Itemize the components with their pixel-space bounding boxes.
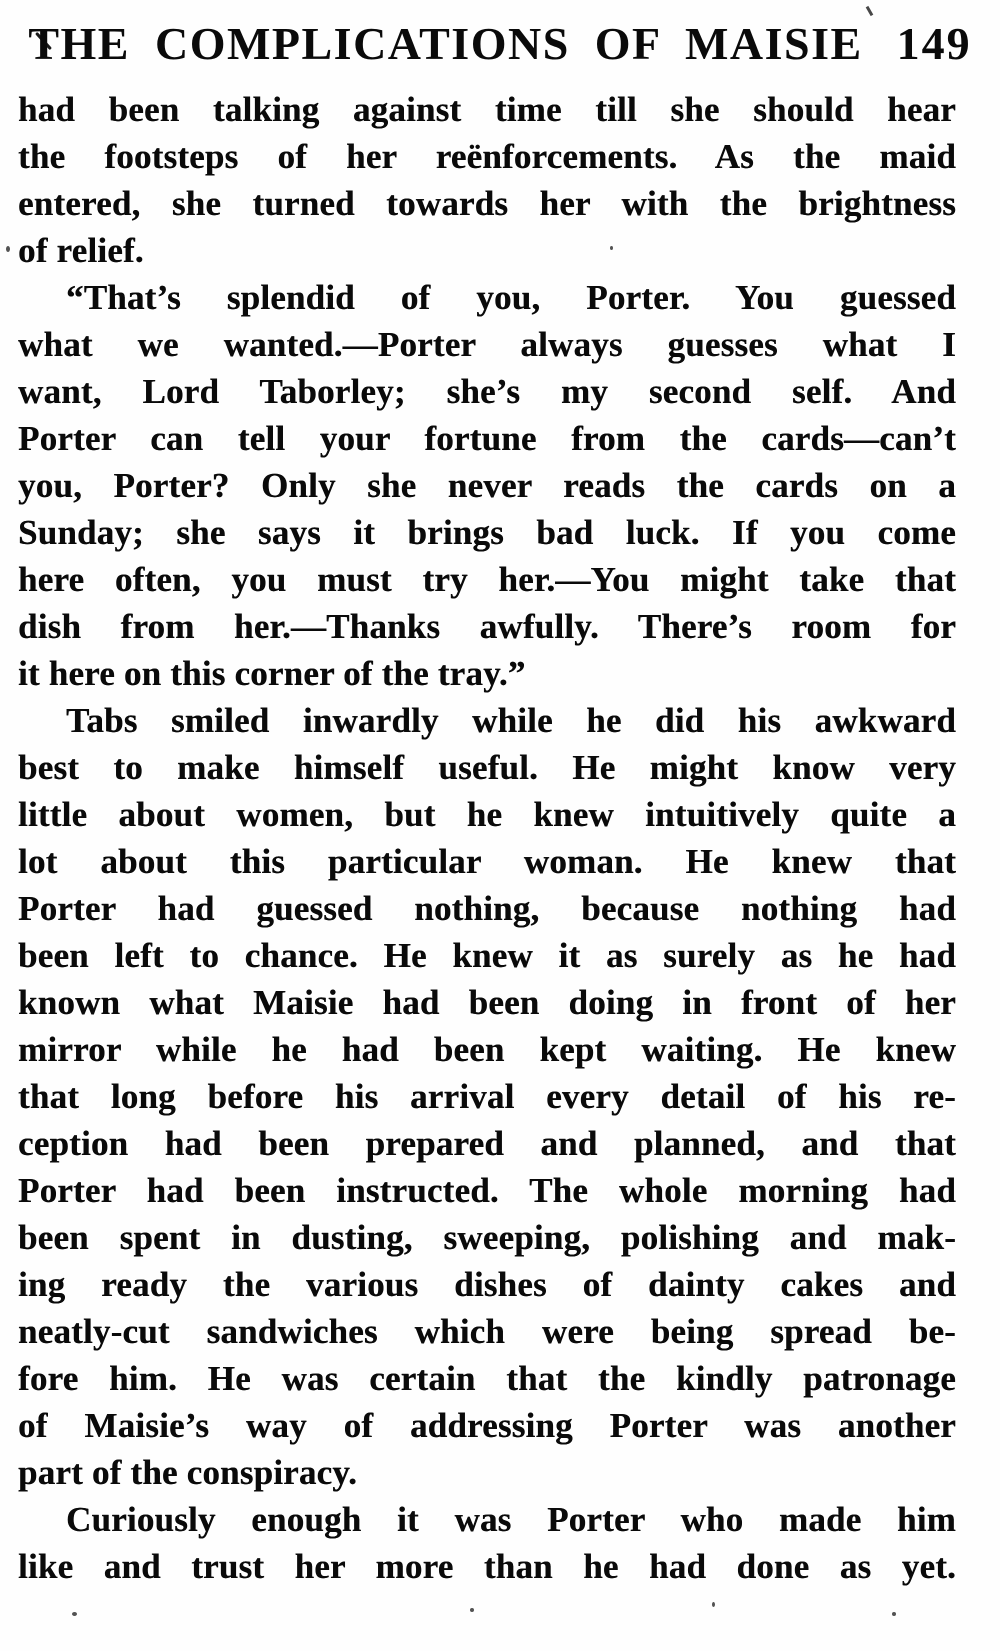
- text-line: it here on this corner of the tray.”: [18, 654, 526, 693]
- text-line: want, Lord Taborley; she’s my second self. And: [18, 372, 956, 411]
- text-line: Tabs smiled inwardly while he did his awkward: [66, 701, 956, 740]
- paragraph: [18, 1496, 956, 1590]
- text-line: ception had been prepared and planned, and that: [18, 1124, 956, 1163]
- text-line: known what Maisie had been doing in front of her: [18, 983, 956, 1022]
- text-line: like and trust her more than he had done as yet.: [18, 1547, 956, 1586]
- text-line: “That’s splendid of you, Porter. You guessed: [66, 278, 956, 317]
- paragraph: [18, 697, 956, 1496]
- text-line: Porter had been instructed. The whole morning had: [18, 1171, 956, 1210]
- text-line: best to make himself useful. He might know very: [18, 748, 956, 787]
- page-text: [18, 86, 956, 1590]
- text-line: mirror while he had been kept waiting. He knew: [18, 1030, 956, 1069]
- text-line: Curiously enough it was Porter who made him: [66, 1500, 956, 1539]
- text-line: lot about this particular woman. He knew that: [18, 842, 956, 881]
- paragraph: [18, 86, 956, 274]
- text-line: you, Porter? Only she never reads the cards on a: [18, 466, 956, 505]
- text-line: Sunday; she says it brings bad luck. If you come: [18, 513, 956, 552]
- page-number: 149: [896, 18, 972, 69]
- text-line: part of the conspiracy.: [18, 1453, 358, 1492]
- scan-speck: [712, 1602, 715, 1607]
- text-line: had been talking against time till she should hear: [18, 90, 956, 129]
- text-line: of Maisie’s way of addressing Porter was another: [18, 1406, 956, 1445]
- text-line: that long before his arrival every detail of his re-: [18, 1077, 956, 1116]
- scan-speck: [892, 1612, 896, 1616]
- text-line: been left to chance. He knew it as surely as he had: [18, 936, 956, 975]
- scan-speck: [6, 246, 10, 252]
- text-line: neatly-cut sandwiches which were being spread be-: [18, 1312, 956, 1351]
- text-line: of relief.: [18, 231, 144, 270]
- text-line: the footsteps of her reënforcements. As the maid: [18, 137, 956, 176]
- scan-speck: [470, 1608, 474, 1612]
- text-line: Porter had guessed nothing, because nothing had: [18, 889, 956, 928]
- text-line: little about women, but he knew intuitively quite a: [18, 795, 956, 834]
- text-line: Porter can tell your fortune from the cards—can’t: [18, 419, 956, 458]
- scan-artifact-tick: [866, 6, 874, 16]
- running-title: THE COMPLICATIONS OF MAISIE: [28, 18, 863, 69]
- running-header: [0, 16, 1000, 72]
- paragraph: [18, 274, 956, 697]
- text-line: been spent in dusting, sweeping, polishing and mak-: [18, 1218, 956, 1257]
- text-line: here often, you must try her.—You might take that: [18, 560, 956, 599]
- text-line: entered, she turned towards her with the brightness: [18, 184, 956, 223]
- text-line: dish from her.—Thanks awfully. There’s room for: [18, 607, 956, 646]
- text-line: fore him. He was certain that the kindly patronage: [18, 1359, 956, 1398]
- text-line: what we wanted.—Porter always guesses what I: [18, 325, 956, 364]
- scan-speck: [72, 1612, 77, 1616]
- text-line: ing ready the various dishes of dainty cakes and: [18, 1265, 956, 1304]
